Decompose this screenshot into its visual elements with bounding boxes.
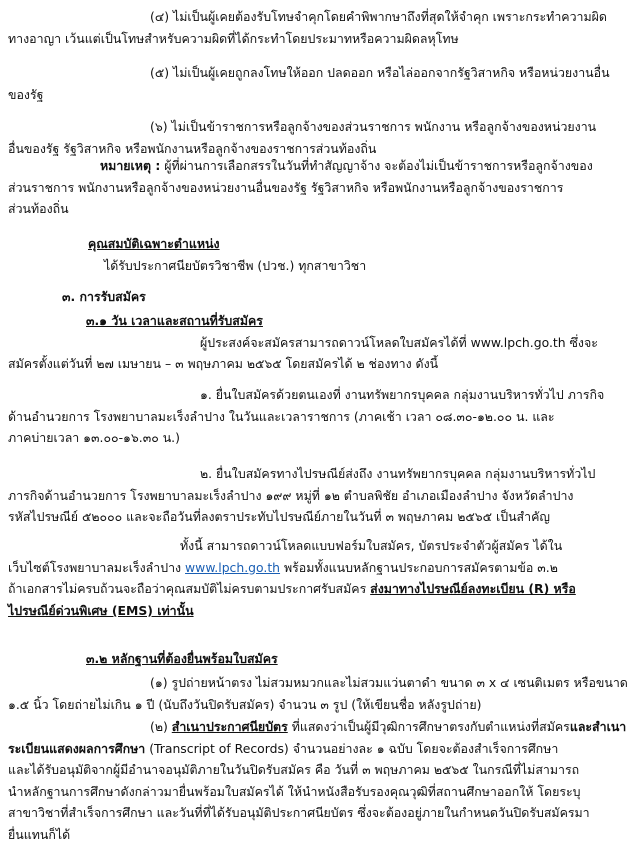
qualification-6-line2: อื่นของรัฐ รัฐวิสาหกิจ หรือพนักงานหรือลูกจ้างของราชการส่วนท้องถิ่น: [8, 140, 377, 156]
channel-2-line2: ภารกิจด้านอำนวยการ โรงพยาบาลมะเร็งลำปาง ๑๙๙ หมู่ที่ ๑๒ ตำบลพิชัย อำเภอเมืองลำปาง จังหวัดลำปาง: [8, 487, 574, 503]
document-2-mid: ที่แสดงว่าเป็นผู้มีวุฒิการศึกษาตรงกับตำแหน่งที่สมัคร: [287, 719, 570, 734]
document-2-line4: นำหลักฐานการศึกษาดังกล่าวมายื่นพร้อมใบสมัครได้ ให้นำหนังสือรับรองคุณวุฒิที่สถานศึกษาออกให้ โดยระบุ: [8, 783, 581, 799]
qualification-4: [0, 6, 630, 49]
specific-qualifications: [0, 233, 630, 276]
qualification-4-line2: ทางอาญา เว้นแต่เป็นโทษสำหรับความผิดที่ได้กระทำโดยประมาทหรือความผิดลหุโทษ: [8, 30, 459, 46]
download-paragraph: [0, 535, 630, 621]
section-3-2: [0, 648, 630, 670]
channel-1: [0, 384, 630, 449]
transcript-label: ระเบียนแสดงผลการศึกษา: [8, 740, 146, 756]
qualification-5: [0, 62, 630, 105]
qualification-5-line1: (๕) ไม่เป็นผู้เคยถูกลงโทษให้ออก ปลดออก หรือไล่ออกจากรัฐวิสาหกิจ หรือหน่วยงานอื่น: [150, 65, 610, 80]
document-1-line1: (๑) รูปถ่ายหน้าตรง ไม่สวมหมวกและไม่สวมแว่นตาดำ ขนาด ๓ x ๔ เซนติเมตร หรือขนาด: [150, 675, 628, 690]
section-3-heading: ๓. การรับสมัคร: [62, 289, 146, 304]
ems-note: ไปรษณีย์ด่วนพิเศษ (EMS) เท่านั้น: [8, 602, 194, 618]
note-label: หมายเหตุ :: [100, 158, 161, 173]
channel-1-line3: ภาคบ่ายเวลา ๑๓.๐๐-๑๖.๓๐ น.): [8, 430, 180, 446]
specific-qualifications-line1: ได้รับประกาศนียบัตรวิชาชีพ (ปวช.) ทุกสาขาวิชา: [104, 257, 367, 273]
qualification-6-line1: (๖) ไม่เป็นข้าราชการหรือลูกจ้างของส่วนราชการ พนักงาน หรือลูกจ้างของหน่วยงาน: [150, 119, 597, 134]
channel-1-line1: ๑. ยื่นใบสมัครด้วยตนเองที่ งานทรัพยากรบุคคล กลุ่มงานบริหารทั่วไป ภารกิจ: [200, 387, 605, 402]
and-copy-label: และสำเนา: [569, 719, 627, 734]
download-line3-pre: ถ้าเอกสารไม่ครบถ้วนจะถือว่าคุณสมบัติไม่ครบตามประกาศรับสมัคร: [8, 581, 371, 597]
note-paragraph: [0, 155, 630, 220]
document-2-pre: (๒): [150, 719, 172, 734]
section-3-1-line1: ผู้ประสงค์จะสมัครสามารถดาวน์โหลดใบสมัครได้ที่ www.lpch.go.th ซึ่งจะ: [200, 334, 598, 350]
download-line1: ทั้งนี้ สามารถดาวน์โหลดแบบฟอร์มใบสมัคร, บัตรประจำตัวผู้สมัคร ได้ใน: [180, 538, 563, 553]
note-line3: ส่วนท้องถิ่น: [8, 201, 69, 217]
qualification-5-line2: ของรัฐ: [8, 86, 44, 102]
document-2-line3: และได้รับอนุมัติจากผู้มีอำนาจอนุมัติภายในวันปิดรับสมัคร คือ วันที่ ๓ พฤษภาคม ๒๕๖๕ ในกรณีที่ไม่สามารถ: [8, 762, 580, 778]
channel-2-line1: ๒. ยื่นใบสมัครทางไปรษณีย์ส่งถึง งานทรัพยากรบุคคล กลุ่มงานบริหารทั่วไป: [200, 466, 596, 481]
diploma-copy-label: สำเนาประกาศนียบัตร: [171, 719, 288, 734]
note-line1: ผู้ที่ผ่านการเลือกสรรในวันที่ทำสัญญาจ้าง จะต้องไม่เป็นข้าราชการหรือลูกจ้างของ: [160, 158, 593, 173]
document-2-line6: ยื่นแทนก็ได้: [8, 826, 71, 842]
document-2-line5: สาขาวิชาที่สำเร็จการศึกษา และวันที่ที่ได้รับอนุมัติประกาศนียบัตร ซึ่งจะต้องอยู่ภายในกำหนดวันปิดรับสมัครมา: [8, 805, 590, 821]
channel-2-line3: รหัสไปรษณีย์ ๕๒๐๐๐ และจะถือวันที่ลงตราประทับไปรษณีย์ภายในวันที่ ๓ พฤษภาคม ๒๕๖๕ เป็นสำคัญ: [8, 509, 550, 525]
specific-qualifications-heading: คุณสมบัติเฉพาะตำแหน่ง: [88, 236, 220, 251]
note-line2: ส่วนราชการ พนักงานหรือลูกจ้างของหน่วยงานอื่นของรัฐ รัฐวิสาหกิจ หรือพนักงานหรือลูกจ้างของราชการ: [8, 179, 564, 195]
section-3-1-line2: สมัครตั้งแต่วันที่ ๒๗ เมษายน – ๓ พฤษภาคม ๒๕๖๕ โดยสมัครได้ ๒ ช่องทาง ดังนี้: [8, 356, 439, 372]
section-3-1-heading: ๓.๑ วัน เวลาและสถานที่รับสมัคร: [86, 313, 263, 328]
download-line2-pre: เว็บไซต์โรงพยาบาลมะเร็งลำปาง: [8, 559, 186, 575]
document-2: [0, 716, 630, 846]
qualification-4-line1: (๔) ไม่เป็นผู้เคยต้องรับโทษจำคุกโดยคำพิพากษาถึงที่สุดให้จำคุก เพราะกระทำความผิด: [150, 9, 607, 24]
document-1: [0, 672, 630, 715]
document-1-line2: ๑.๕ นิ้ว โดยถ่ายไม่เกิน ๑ ปี (นับถึงวันปิดรับสมัคร) จำนวน ๓ รูป (ให้เขียนชื่อ หลังรูปถ่าย): [8, 696, 482, 712]
registered-mail-note: ส่งมาทางไปรษณีย์ลงทะเบียน (R) หรือ: [370, 581, 576, 597]
channel-2: [0, 463, 630, 528]
qualification-6: [0, 116, 630, 159]
document-2-line2-post: (Transcript of Records) จำนวนอย่างละ ๑ ฉบับ โดยจะต้องสำเร็จการศึกษา: [145, 740, 559, 756]
section-3: [0, 286, 630, 308]
website-link[interactable]: www.lpch.go.th: [185, 559, 281, 575]
channel-1-line2: ด้านอำนวยการ โรงพยาบาลมะเร็งลำปาง ในวันและเวลาราชการ (ภาคเช้า เวลา ๐๘.๓๐-๑๒.๐๐ น. และ: [8, 408, 555, 424]
section-3-1: [0, 310, 630, 375]
download-line2-post: พร้อมทั้งแนบหลักฐานประกอบการสมัครตามข้อ ๓.๒: [280, 559, 558, 575]
section-3-2-heading: ๓.๒ หลักฐานที่ต้องยื่นพร้อมใบสมัคร: [86, 651, 278, 666]
